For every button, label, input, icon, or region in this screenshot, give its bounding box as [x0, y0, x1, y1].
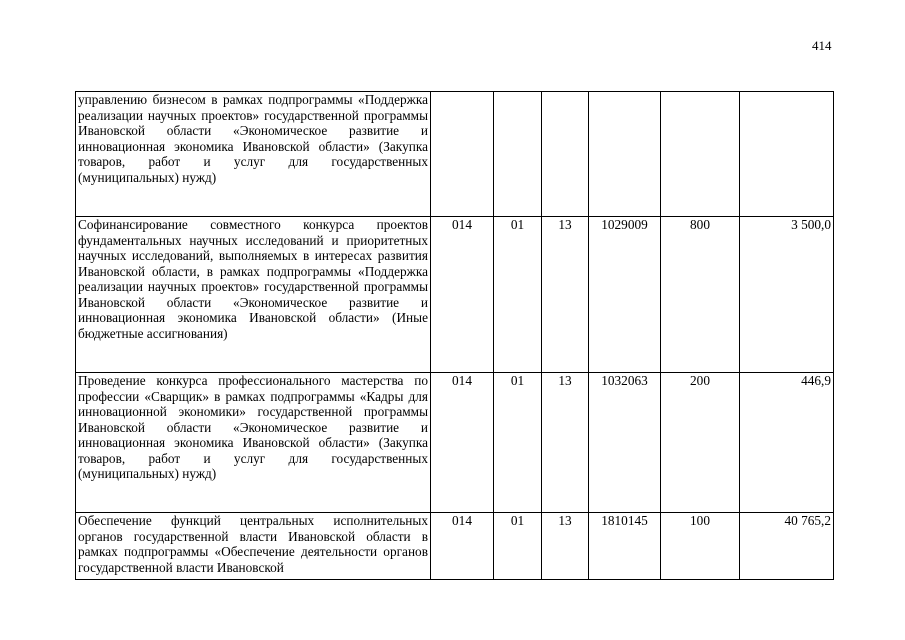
ministry-code: 014	[431, 513, 494, 580]
amount: 446,9	[740, 373, 834, 513]
subsection-code: 13	[542, 513, 589, 580]
target-article-code: 1032063	[589, 373, 661, 513]
section-code	[494, 92, 542, 217]
ministry-code: 014	[431, 217, 494, 373]
row-description: Софинансирование совместного конкурса проектов фундаментальных научных исследований и приоритетных научных исследований, выполняемых в интересах развития Ивановской области, в рамках подпрограммы «Поддержка реализации научных проектов» государственной программы Ивановской области «Экономическое развитие и инновационная экономика Ивановской области» (Иные бюджетные ассигнования)	[76, 217, 431, 373]
table-row	[76, 373, 834, 513]
page-number: 414	[812, 38, 832, 53]
amount	[740, 92, 834, 217]
target-article-code	[589, 92, 661, 217]
row-description: Обеспечение функций центральных исполнительных органов государственной власти Ивановской области в рамках подпрограммы «Обеспечение деятельности органов государственной власти Ивановской	[76, 513, 431, 580]
expense-type-code: 100	[661, 513, 740, 580]
target-article-code: 1029009	[589, 217, 661, 373]
subsection-code: 13	[542, 373, 589, 513]
target-article-code: 1810145	[589, 513, 661, 580]
subsection-code	[542, 92, 589, 217]
table-row	[76, 217, 834, 373]
subsection-code: 13	[542, 217, 589, 373]
ministry-code: 014	[431, 373, 494, 513]
amount: 40 765,2	[740, 513, 834, 580]
amount: 3 500,0	[740, 217, 834, 373]
table-row	[76, 513, 834, 580]
table-row	[76, 92, 834, 217]
row-description: Проведение конкурса профессионального мастерства по профессии «Сварщик» в рамках подпрограммы «Кадры для инновационной экономики» государственной программы Ивановской области «Экономическое развитие и инновационная экономика Ивановской области» (Закупка товаров, работ и услуг для государственных (муниципальных) нужд)	[76, 373, 431, 513]
expense-type-code: 200	[661, 373, 740, 513]
budget-table	[75, 91, 834, 580]
section-code: 01	[494, 513, 542, 580]
expense-type-code: 800	[661, 217, 740, 373]
ministry-code	[431, 92, 494, 217]
section-code: 01	[494, 217, 542, 373]
row-description: управлению бизнесом в рамках подпрограммы «Поддержка реализации научных проектов» государственной программы Ивановской области «Экономическое развитие и инновационная экономика Ивановской области» (Закупка товаров, работ и услуг для государственных (муниципальных) нужд)	[76, 92, 431, 217]
section-code: 01	[494, 373, 542, 513]
expense-type-code	[661, 92, 740, 217]
